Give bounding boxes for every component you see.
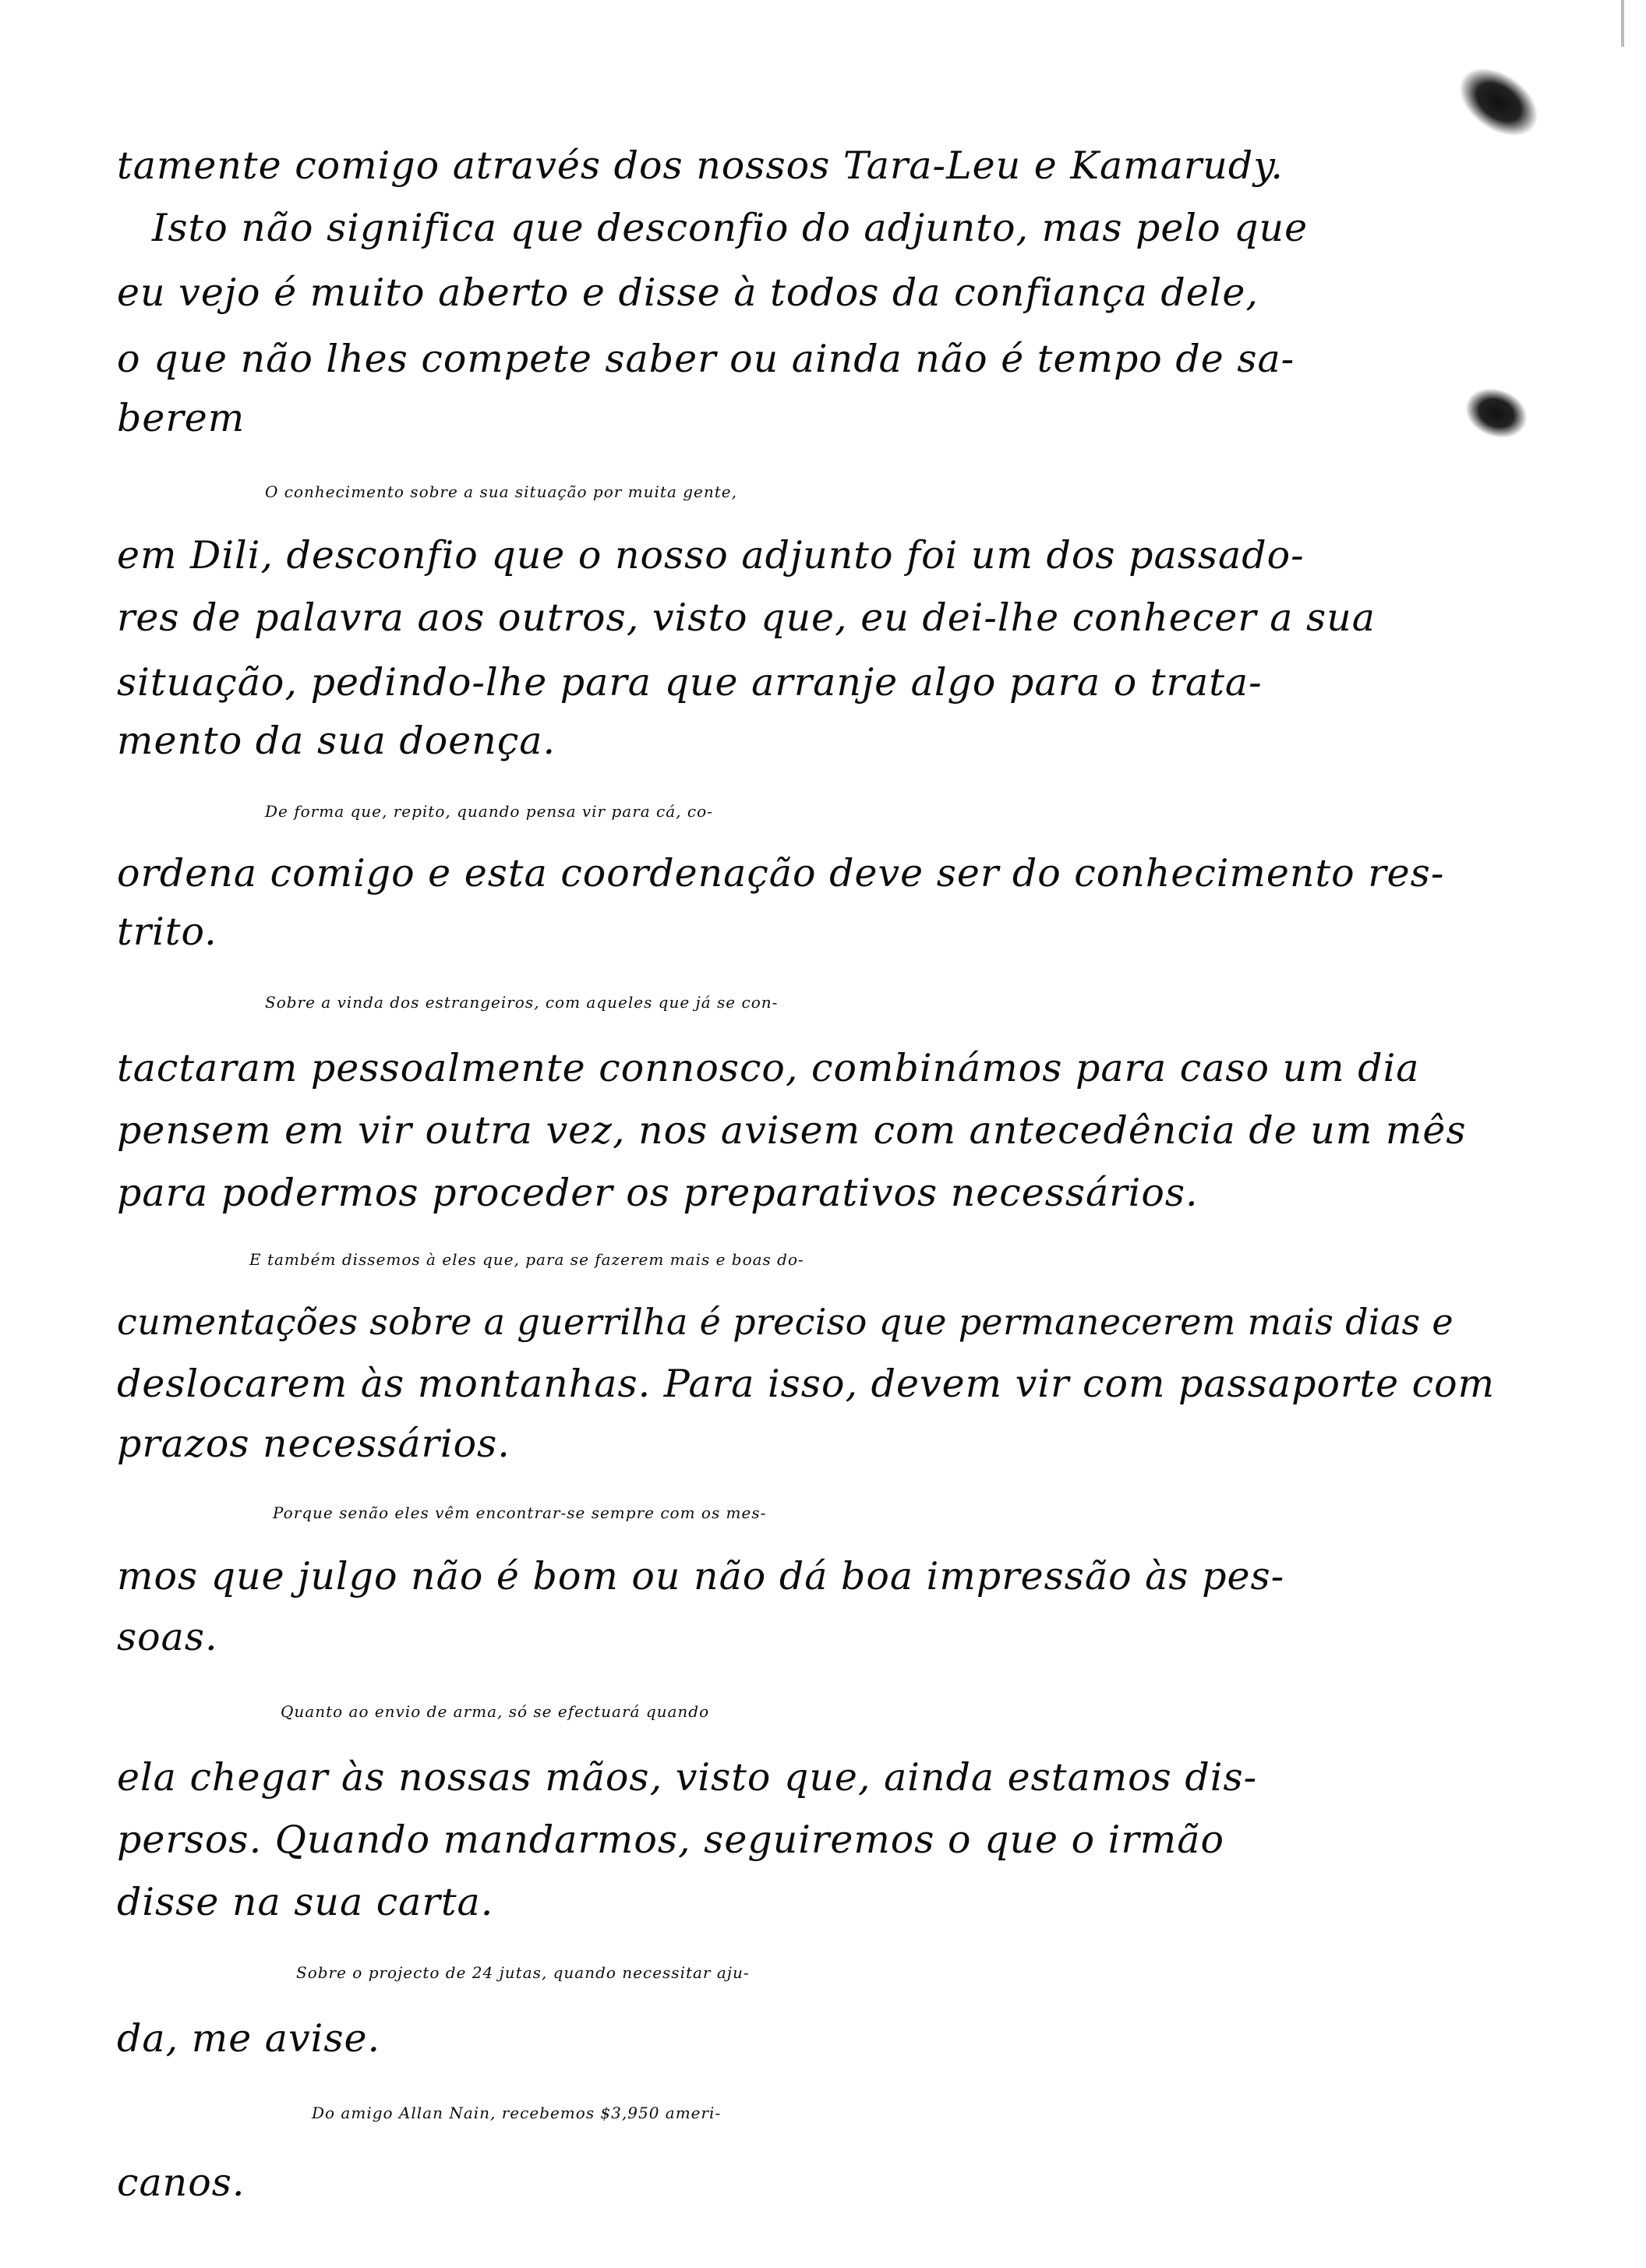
letter-line: Quanto ao envio de arma, só se efectuará quando: [281, 1702, 710, 1721]
letter-line: O conhecimento sobre a sua situação por muita gente,: [265, 482, 737, 501]
letter-line: Do amigo Allan Nain, recebemos $3,950 ameri-: [312, 2104, 722, 2122]
page-edge-mark: [1621, 0, 1624, 47]
letter-line: cumentações sobre a guerrilha é preciso que permanecerem mais dias e: [117, 1301, 1453, 1343]
letter-line: soas.: [117, 1615, 218, 1659]
letter-line: Sobre o projecto de 24 jutas, quando necessitar aju-: [296, 1963, 750, 1982]
letter-line: Porque senão eles vêm encontrar-se sempre com os mes-: [273, 1503, 767, 1522]
letter-line: situação, pedindo-lhe para que arranje algo para o trata-: [117, 660, 1263, 705]
letter-line: res de palavra aos outros, visto que, eu dei-lhe conhecer a sua: [117, 595, 1376, 640]
letter-line: berem: [117, 396, 245, 440]
letter-line: trito.: [117, 910, 217, 954]
letter-line: eu vejo é muito aberto e disse à todos da confiança dele,: [117, 270, 1259, 315]
letter-line: prazos necessários.: [117, 1422, 510, 1466]
letter-line: da, me avise.: [117, 2016, 381, 2061]
letter-line: E também dissemos à eles que, para se fazerem mais e boas do-: [249, 1250, 804, 1269]
letter-line: ela chegar às nossas mãos, visto que, ainda estamos dis-: [117, 1755, 1258, 1800]
letter-line: canos.: [117, 2160, 245, 2205]
letter-line: persos. Quando mandarmos, seguiremos o que o irmão: [117, 1818, 1224, 1862]
letter-line: Isto não significa que desconfio do adjunto, mas pelo que: [152, 206, 1309, 250]
letter-line: tactaram pessoalmente connosco, combinámos para caso um dia: [117, 1046, 1420, 1090]
letter-line: tamente comigo através dos nossos Tara-Leu e Kamarudy.: [117, 143, 1284, 188]
letter-line: mos que julgo não é bom ou não dá boa impressão às pes-: [117, 1554, 1285, 1599]
letter-line: para podermos proceder os preparativos necessários.: [117, 1171, 1199, 1215]
letter-line: De forma que, repito, quando pensa vir para cá, co-: [265, 802, 713, 821]
letter-line: ordena comigo e esta coordenação deve ser do conhecimento res-: [117, 851, 1445, 896]
letter-line: mento da sua doença.: [117, 719, 556, 763]
letter-line: o que não lhes compete saber ou ainda não é tempo de sa-: [117, 337, 1295, 381]
ink-smudge-mark: [1448, 55, 1549, 149]
letter-line: Sobre a vinda dos estrangeiros, com aqueles que já se con-: [265, 993, 779, 1012]
letter-line: pensem em vir outra vez, nos avisem com antecedência de um mês: [117, 1108, 1467, 1153]
letter-line: disse na sua carta.: [117, 1880, 494, 1924]
letter-line: deslocarem às montanhas. Para isso, devem vir com passaporte com: [117, 1362, 1496, 1406]
letter-line: em Dili, desconfio que o nosso adjunto foi um dos passado-: [117, 533, 1305, 578]
